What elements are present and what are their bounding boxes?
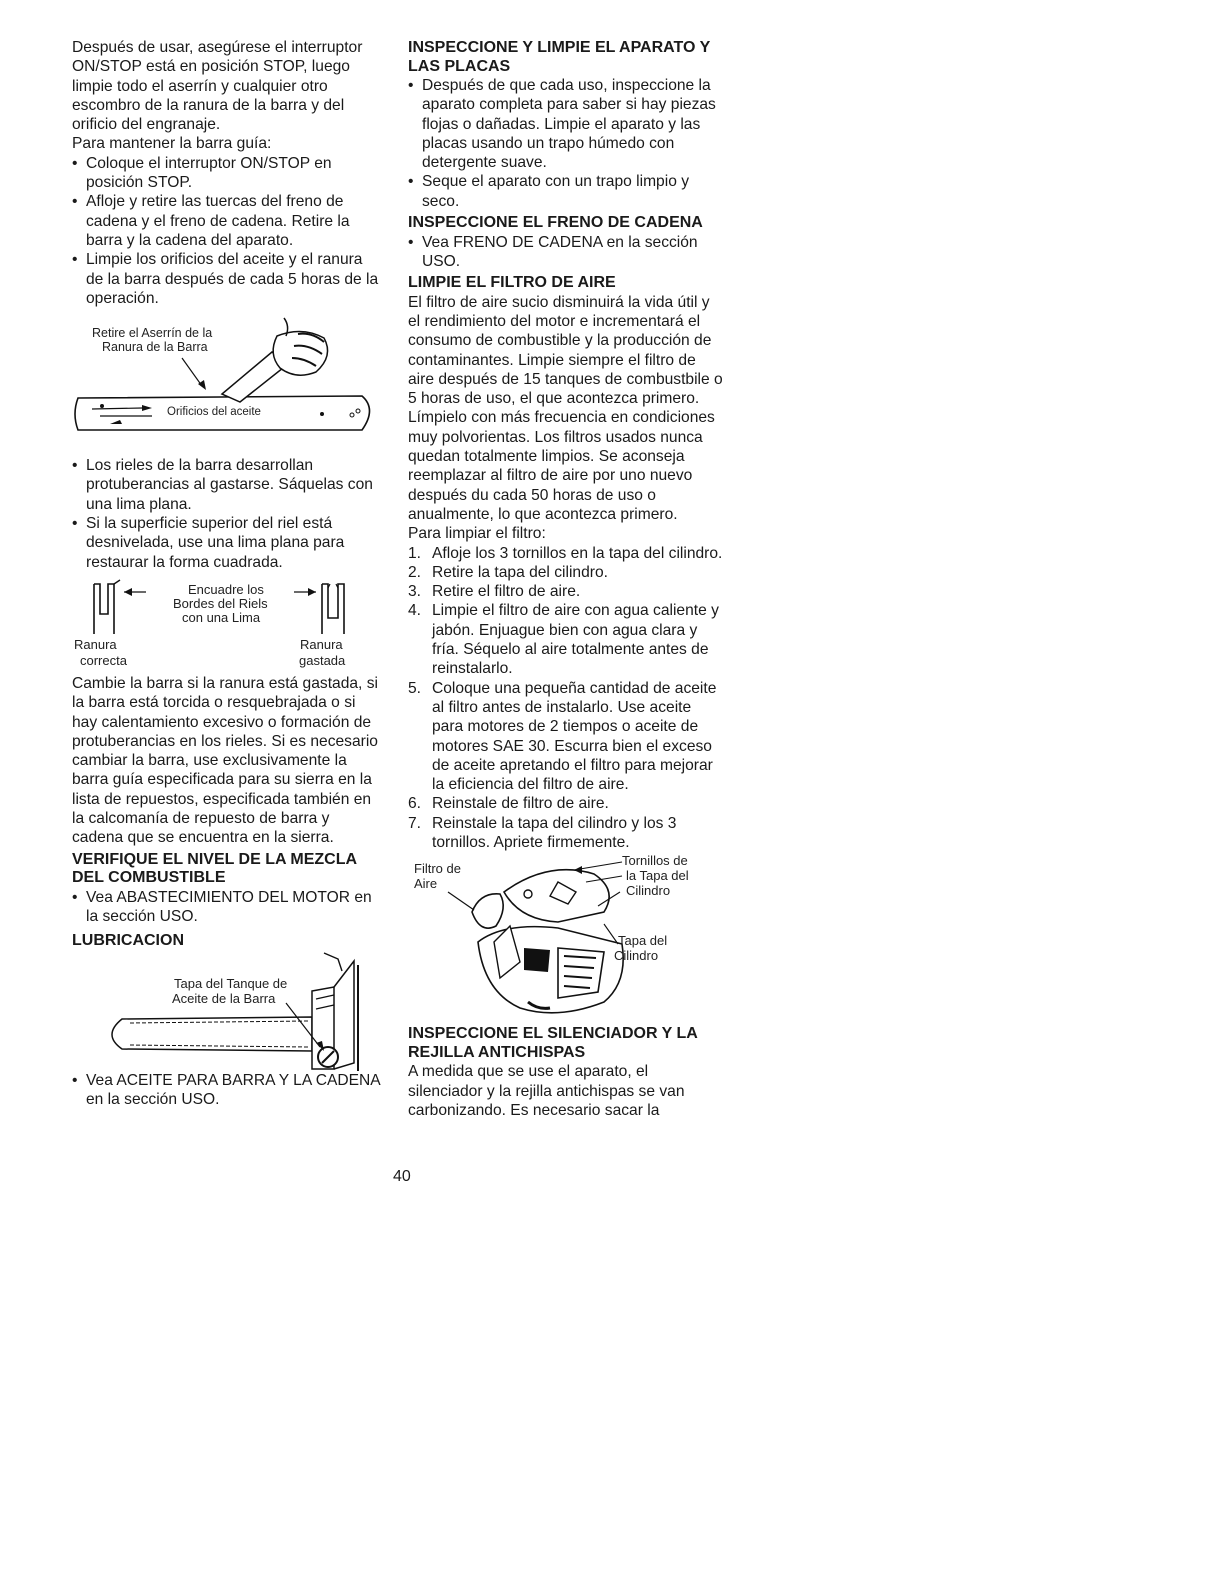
list-item: 4. Limpie el filtro de aire con agua caliente y jabón. Enjuague bien con agua clara y fría. Séquelo al aire totalmente antes de reinstalarlo.	[408, 602, 719, 678]
list-item: • Afloje y retire las tuercas del freno de cadena y el freno de cadena. Retire la barra y la cadena del aparato.	[72, 192, 384, 250]
para-mantener: Para mantener la barra guía:	[72, 135, 272, 153]
list-item: 2. Retire la tapa del cilindro.	[408, 563, 608, 581]
list-item: • Vea ABASTECIMIENTO DEL MOTOR en la sección USO.	[72, 888, 384, 927]
fig3-label-tapa: Tapa del Tanque de	[174, 975, 288, 991]
list-item: • Los rieles de la barra desarrollan protuberancias al gastarse. Sáquelas con una lima plana.	[72, 456, 384, 514]
filtro-paragraph: El filtro de aire sucio disminuirá la vida útil y el rendimiento del motor e incrementará el consumo de combustible y la producción de contaminantes. Limpie siempre el filtro de aire después de 15 tanques de combustbile o 5 horas de uso, el que acontezca primero. Límpielo con más frecuencia en condiciones muy polvorientas. Los filtros usados nunca quedan totalmente limpios. Se aconseja reemplazar al filtro de aire por uno nuevo después du cada 50 horas de uso o anualmente, lo que acontezca primero.	[408, 293, 723, 523]
intro-paragraph: Después de usar, asegúrese el interruptor ON/STOP está en posición STOP, luego limpie todo el aserrín y cualquier otro escombro de la ranura de la barra y del orificio del engranaje.	[72, 39, 363, 134]
cambie-paragraph: Cambie la barra si la ranura está gastada, si la barra está torcida o resquebrajada o si hay calentamiento excesivo o formación de protuberancias en los rieles. Si es necesario cambiar la barra, use exclusivamente la barra guía especificada para su sierra en la lista de repuestos, especificada también en la calcomanía de repuesto de barra y cadena que se encuentra en la sierra.	[72, 674, 378, 847]
left-column	[72, 38, 384, 1109]
heading-inspeccione: INSPECCIONE Y LIMPIE EL APARATO Y LAS PLACAS	[408, 39, 710, 75]
fig4-label-tornillos: Tornillos de	[622, 853, 688, 869]
air-filter-figure	[408, 852, 726, 1022]
heading-freno: INSPECCIONE EL FRENO DE CADENA	[408, 214, 703, 232]
list-item: • Seque el aparato con un trapo limpio y seco.	[408, 172, 726, 211]
fig4-label-filtro: Filtro de	[414, 861, 461, 877]
right-column	[408, 38, 726, 1120]
list-item: • Limpie los orificios del aceite y el ranura de la barra después de cada 5 horas de la operación.	[72, 250, 384, 308]
heading-silenciador: INSPECCIONE EL SILENCIADOR Y LA REJILLA ANTICHISPAS	[408, 1025, 698, 1061]
list-item: 6. Reinstale de filtro de aire.	[408, 795, 609, 813]
list-item: • Vea ACEITE PARA BARRA Y LA CADENA en la sección USO.	[72, 1071, 384, 1110]
list-item: 3. Retire el filtro de aire.	[408, 583, 581, 601]
fig4-label-tapa-del: la Tapa del	[626, 868, 689, 884]
page-number: 40	[393, 1168, 411, 1185]
fig2-label-ranura-right: Ranura	[300, 636, 343, 652]
list-item: 7. Reinstale la tapa del cilindro y los 3 tornillos. Apriete firmemente.	[408, 814, 677, 851]
fig2-label-lima: con una Lima	[182, 609, 261, 625]
heading-verifique: VERIFIQUE EL NIVEL DE LA MEZCLA DEL COMBUSTIBLE	[72, 850, 357, 887]
fig2-label-gastada: gastada	[299, 652, 346, 668]
fig2-label-ranura-left: Ranura	[74, 636, 117, 652]
fig4-label-cilindro2: Cilindro	[614, 948, 659, 964]
fig2-label-encuadre: Encuadre los	[188, 581, 264, 597]
oil-cap-illustration	[72, 951, 384, 1071]
list-item: • Vea FRENO DE CADENA en la sección USO.	[408, 233, 726, 272]
list-item: 1. Afloje los 3 tornillos en la tapa del cilindro.	[408, 544, 723, 562]
list-item: • Después de que cada uso, inspeccione la aparato completa para saber si hay piezas flojas o dañadas. Limpie el aparato y las placas usando un trapo húmedo con detergente suave.	[408, 76, 726, 172]
heading-filtro: LIMPIE EL FILTRO DE AIRE	[408, 274, 616, 292]
list-item: 5. Coloque una pequeña cantidad de aceite al filtro antes de instalarlo. Use aceite para motores de 2 tiempos o aceite de motores SAE 30. Escurra bien el exceso de aceite apretando el filtro para mejorar la eficiencia del filtro de aire.	[408, 679, 717, 794]
silenciador-paragraph: A medida que se use el aparato, el silenciador y la rejilla antichispas se van carbonizando. Es necesario sacar la	[408, 1063, 685, 1119]
heading-lubricacion: LUBRICACION	[72, 932, 184, 950]
fig4-label-tapa2: Tapa del	[618, 933, 668, 949]
para-limpiar: Para limpiar el filtro:	[408, 525, 546, 543]
fig4-label-aire: Aire	[414, 876, 438, 892]
bar-cleaning-figure	[72, 316, 384, 456]
list-item: • Si la superficie superior del riel está desnivelada, use una lima plana para restaurar la forma cuadrada.	[72, 514, 384, 572]
fig3-label-aceite: Aceite de la Barra	[172, 990, 276, 1006]
rail-shape-figure	[72, 576, 384, 674]
fig1-label-ranura: Ranura de la Barra	[102, 340, 208, 355]
oil-cap-figure	[72, 951, 384, 1071]
fig2-label-bordes: Bordes del Riels	[173, 595, 268, 611]
list-item: • Coloque el interruptor ON/STOP en posición STOP.	[72, 154, 384, 193]
fig4-label-cilindro: Cilindro	[626, 883, 671, 899]
fig1-label-retire: Retire el Aserrín de la	[92, 326, 213, 341]
fig1-label-orificios: Orificios del aceite	[167, 406, 261, 419]
fig2-label-correcta: correcta	[80, 652, 127, 668]
